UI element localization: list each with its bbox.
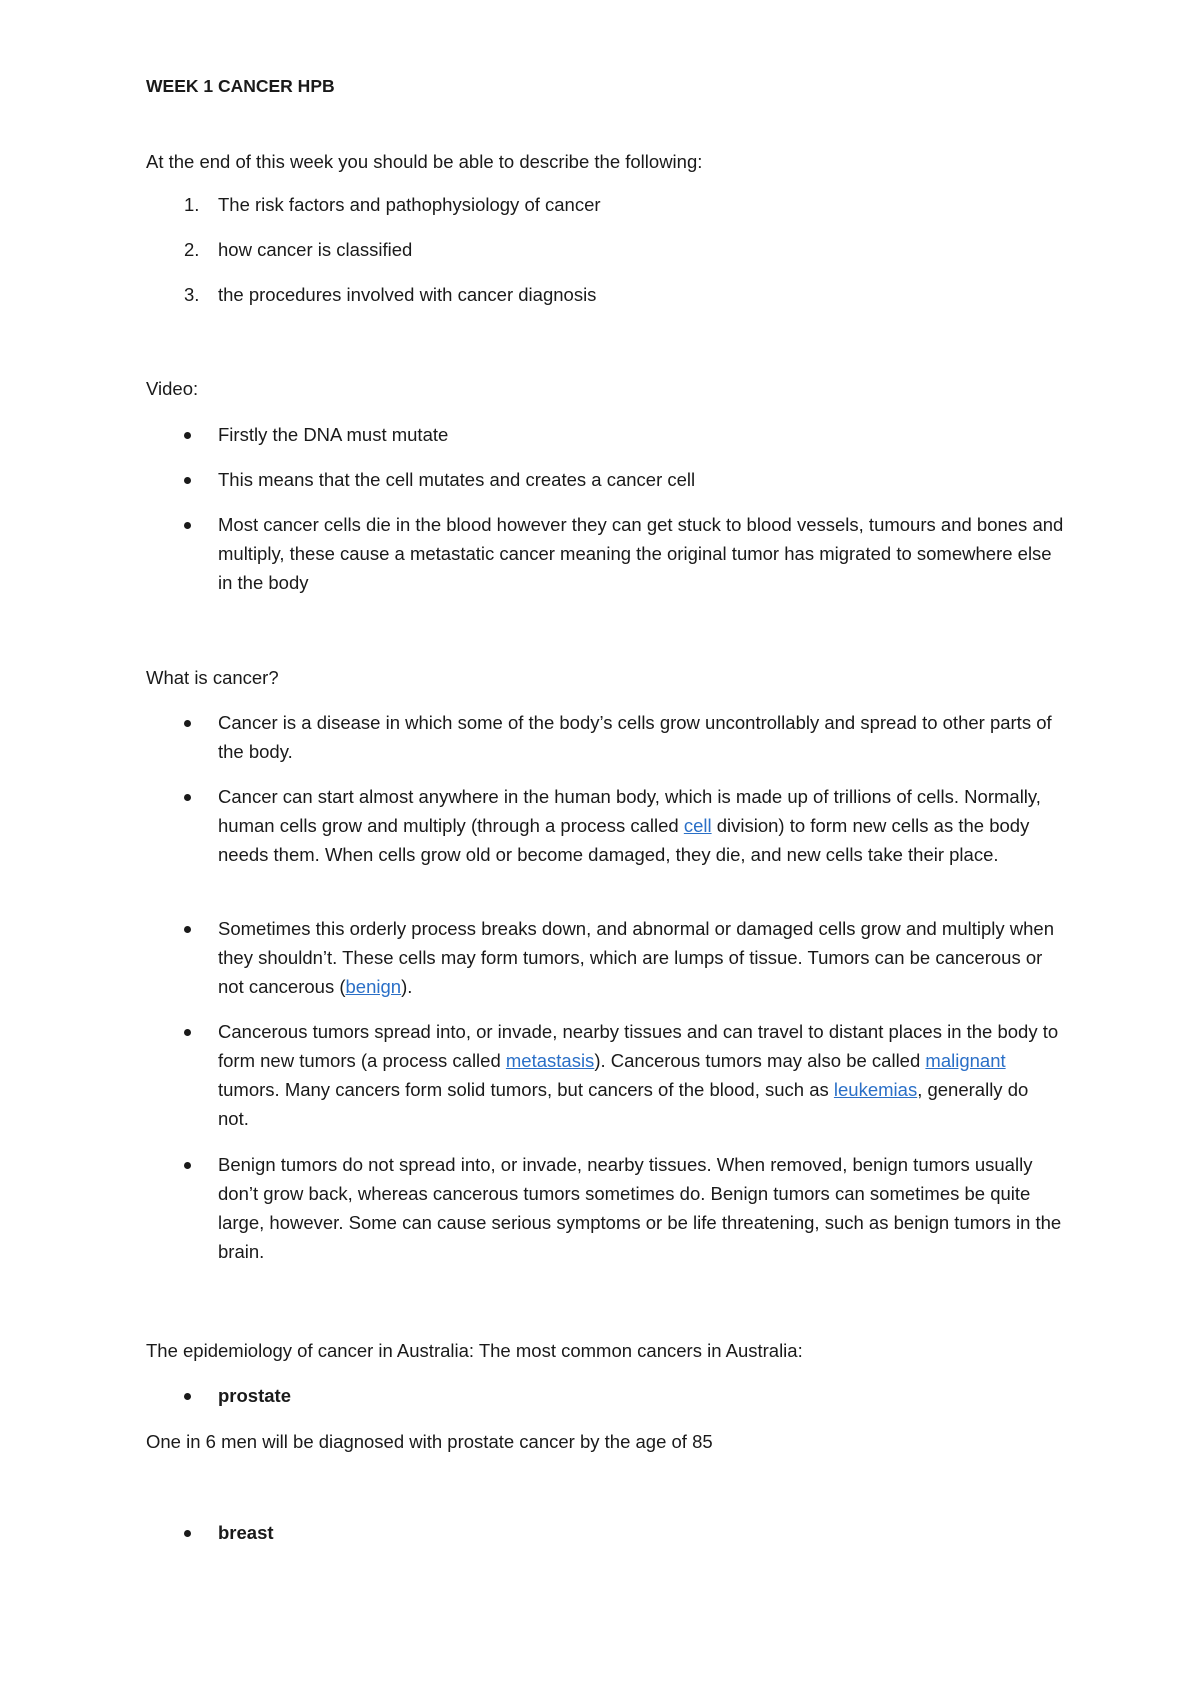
video-bullet [184, 510, 1064, 597]
video-bullet [184, 465, 1064, 494]
text-segment: , generally do not. [218, 1079, 1029, 1129]
bullet-icon [184, 477, 191, 484]
text-segment: Cancerous tumors spread into, or invade, nearby tissues and can travel to distant places in the body to form new tumors (a process called [218, 1021, 1059, 1071]
text-segment: Cancer can start almost anywhere in the human body, which is made up of trillions of cells. Normally, human cells grow and multiply (through a process called [218, 786, 1041, 836]
text-segment: Sometimes this orderly process breaks down, and abnormal or damaged cells grow and multiply when they shouldn’t. These cells may form tumors, which are lumps of tissue. Tumors can be cancerous or not cancerous ( [218, 918, 1054, 997]
video-heading: Video: [146, 378, 199, 399]
epidemiology-item-prostate: prostate [218, 1385, 291, 1406]
bullet-icon [184, 432, 191, 439]
cancer-bullet-text: Cancer is a disease in which some of the body’s cells grow uncontrollably and spread to other parts of the body. [218, 712, 1052, 762]
intro-text: At the end of this week you should be able to describe the following: [146, 151, 703, 172]
what-is-cancer-heading: What is cancer? [146, 667, 279, 688]
cancer-bullet [184, 914, 1064, 1001]
malignant-link[interactable]: malignant [925, 1050, 1006, 1071]
bullet-icon [184, 1162, 191, 1169]
bullet-icon [184, 720, 191, 727]
bullet-icon [184, 926, 191, 933]
objective-text: the procedures involved with cancer diagnosis [218, 284, 597, 305]
cancer-bullet [184, 708, 1064, 766]
cancer-bullet [184, 1150, 1064, 1266]
bullet-icon [184, 1530, 191, 1537]
video-bullet [184, 420, 1064, 449]
prostate-note: One in 6 men will be diagnosed with prostate cancer by the age of 85 [146, 1431, 713, 1452]
page-title: WEEK 1 CANCER HPB [146, 76, 335, 96]
cancer-bullet-text [218, 782, 1064, 869]
metastasis-link[interactable]: metastasis [505, 1050, 595, 1071]
cancer-bullet [184, 782, 1064, 869]
video-bullet-text: This means that the cell mutates and creates a cancer cell [218, 469, 696, 490]
text-segment: tumors. Many cancers form solid tumors, but cancers of the blood, such as [218, 1079, 834, 1100]
video-bullet-text: Firstly the DNA must mutate [218, 424, 449, 445]
objective-text: The risk factors and pathophysiology of cancer [218, 194, 601, 215]
text-segment: division) to form new cells as the body needs them. When cells grow old or become damaged, they die, and new cells take their place. [218, 815, 1030, 865]
cancer-bullet-text: Benign tumors do not spread into, or invade, nearby tissues. When removed, benign tumors usually don’t grow back, whereas cancerous tumors sometimes do. Benign tumors can sometimes be quite large, however. Some can cause serious symptoms or be life threatening, such as benign tumors in the brain. [218, 1154, 1062, 1262]
video-bullet-text: Most cancer cells die in the blood however they can get stuck to blood vessels, tumours and bones and multiply, these cause a metastatic cancer meaning the original tumor has migrated to somewhere else in the body [218, 514, 1064, 593]
objective-item [184, 190, 601, 219]
objective-number: 2. [184, 239, 200, 260]
bullet-icon [184, 1393, 191, 1400]
benign-link[interactable]: benign [345, 976, 402, 997]
cell-link[interactable]: cell [683, 815, 712, 836]
objective-text: how cancer is classified [218, 239, 413, 260]
epidemiology-item-breast: breast [218, 1522, 274, 1543]
objective-item [184, 235, 412, 264]
cancer-bullet-text [218, 914, 1064, 1001]
text-segment: ). [401, 976, 413, 997]
objective-number: 1. [184, 194, 200, 215]
bullet-icon [184, 794, 191, 801]
leukemias-link[interactable]: leukemias [833, 1079, 918, 1100]
epidemiology-bullet [184, 1518, 1064, 1547]
bullet-icon [184, 1029, 191, 1036]
objective-item [184, 280, 596, 309]
epidemiology-bullet [184, 1381, 1064, 1410]
cancer-bullet [184, 1017, 1064, 1133]
bullet-icon [184, 522, 191, 529]
text-segment: ). Cancerous tumors may also be called [594, 1050, 926, 1071]
epidemiology-heading: The epidemiology of cancer in Australia: The most common cancers in Australia: [146, 1340, 803, 1361]
objective-number: 3. [184, 284, 200, 305]
cancer-bullet-text [218, 1017, 1064, 1133]
